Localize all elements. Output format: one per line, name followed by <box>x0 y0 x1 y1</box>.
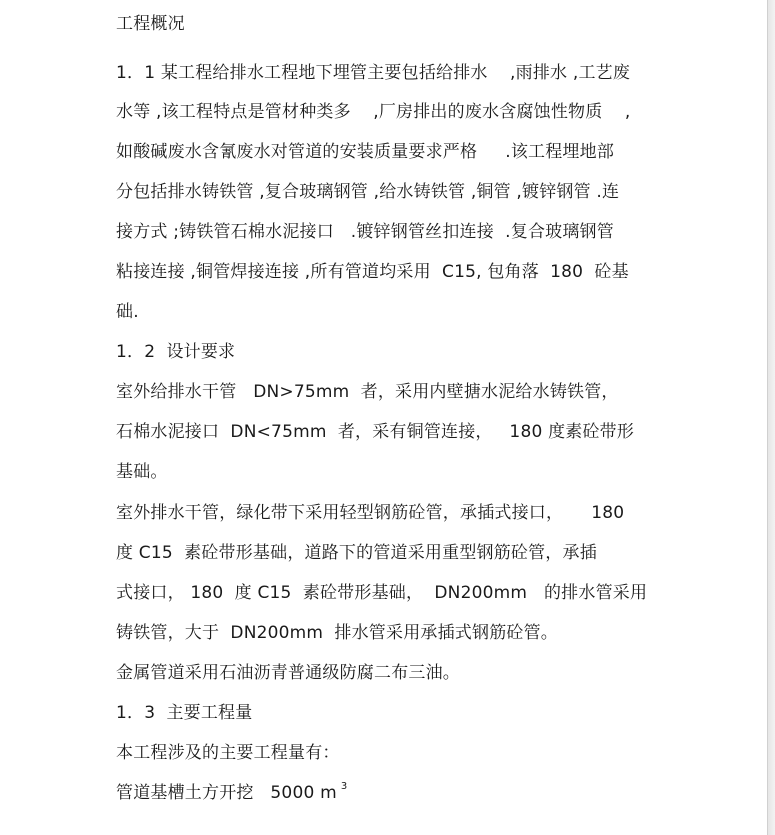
paragraph-line: 室外排水干管，绿化带下采用轻型钢筋砼管，承插式接口， 180 <box>116 503 625 523</box>
paragraph-line: 水等 ,该工程特点是管材种类多 ,厂房排出的废水含腐蚀性物质 , <box>116 102 631 122</box>
paragraph-line: 铸铁管，大于 DN200mm 排水管采用承插式钢筋砼管。 <box>116 623 558 643</box>
paragraph-line: 石棉水泥接口 DN<75mm 者，采有铜管连接， 180 度素砼带形 <box>116 422 635 442</box>
paragraph-line: 粘接连接 ,铜管焊接连接 ,所有管道均采用 C15, 包角落 180 砼基 <box>116 262 629 282</box>
page-edge <box>767 0 775 835</box>
paragraph-line: 基础。 <box>116 462 168 482</box>
quantity-item-label: 管道基槽土方开挖 5000 m <box>116 783 337 803</box>
document-heading: 工程概况 <box>116 14 185 34</box>
quantity-item-unit-superscript: 3 <box>340 781 348 793</box>
paragraph-line: 1．1 某工程给排水工程地下埋管主要包括给排水 ,雨排水 ,工艺废 <box>116 63 631 83</box>
paragraph-line: 接方式 ;铸铁管石棉水泥接口 .镀锌钢管丝扣连接 .复合玻璃钢管 <box>116 222 614 242</box>
paragraph-line: 本工程涉及的主要工程量有： <box>116 743 340 763</box>
section-title: 1．2 设计要求 <box>116 342 236 362</box>
paragraph-line: 度 C15 素砼带形基础，道路下的管道采用重型钢筋砼管，承插 <box>116 543 597 563</box>
paragraph-line: 础. <box>116 302 139 322</box>
paragraph-line: 如酸碱废水含氰废水对管道的安装质量要求严格 .该工程埋地部 <box>116 142 615 162</box>
paragraph-line: 分包括排水铸铁管 ,复合玻璃钢管 ,给水铸铁管 ,铜管 ,镀锌钢管 .连 <box>116 182 620 202</box>
paragraph-line: 式接口， 180 度 C15 素砼带形基础， DN200mm 的排水管采用 <box>116 583 648 603</box>
paragraph-line: 金属管道采用石油沥青普通级防腐二布三油。 <box>116 663 460 683</box>
section-title: 1．3 主要工程量 <box>116 703 253 723</box>
paragraph-line: 室外给排水干管 DN>75mm 者，采用内壁搪水泥给水铸铁管， <box>116 382 619 402</box>
quantity-item <box>116 781 347 805</box>
